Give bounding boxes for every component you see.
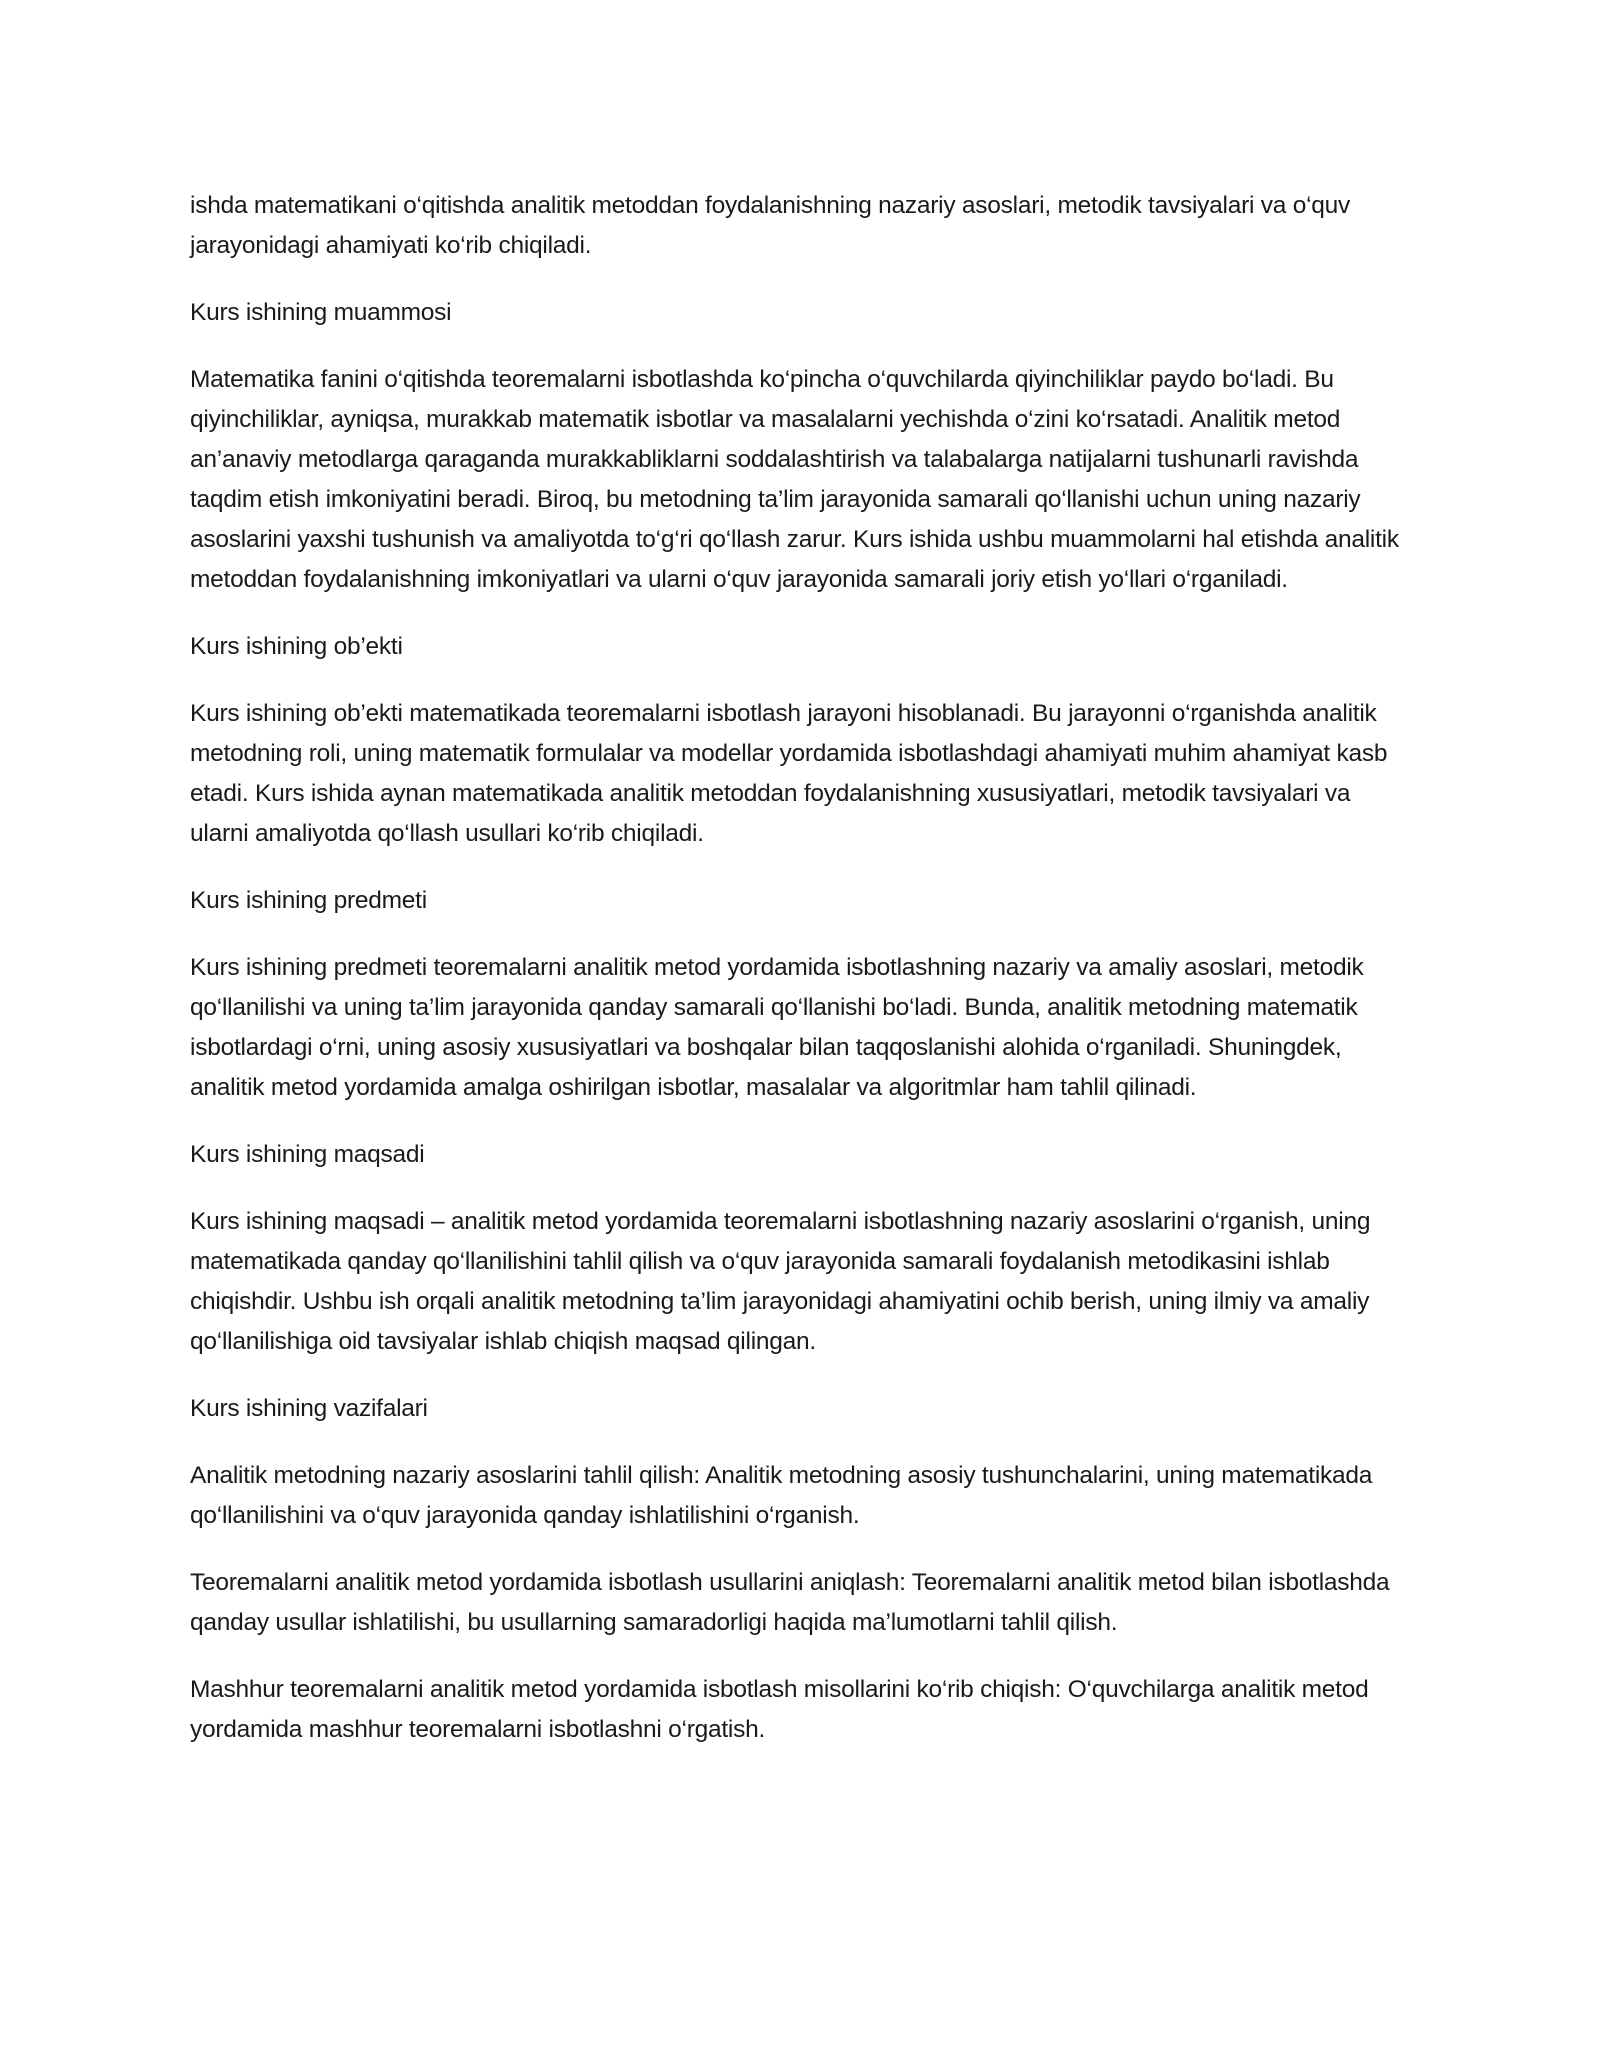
predmeti-paragraph: Kurs ishining predmeti teoremalarni analitik metod yordamida isbotlashning nazariy va amaliy asoslari, metodik qo‘llanilishi va uning ta’lim jarayonida qanday samarali qo‘llanishi bo‘ladi. Bunda, analitik metodning matematik isbotlardagi o‘rni, uning asosiy xususiyatlari va boshqalar bilan taqqoslanishi alohida o‘rganiladi. Shuningdek, analitik metod yordamida amalga oshirilgan isbotlar, masalalar va algoritmlar ham tahlil qilinadi. (190, 954, 1364, 1101)
heading-vazifalari: Kurs ishining vazifalari (190, 1395, 428, 1422)
muammosi-paragraph: Matematika fanini o‘qitishda teoremalarni isbotlashda ko‘pincha o‘quvchilarda qiyinchiliklar paydo bo‘ladi. Bu qiyinchiliklar, ayniqsa, murakkab matematik isbotlar va masalalarni yechishda o‘zini ko‘rsatadi. Analitik metod an’anaviy metodlarga qaraganda murakkabliklarni soddalashtirish va talabalarga natijalarni tushunarli ravishda taqdim etish imkoniyatini beradi. Biroq, bu metodning ta’lim jarayonida samarali qo‘llanishi uchun uning nazariy asoslarini yaxshi tushunish va amaliyotda to‘g‘ri qo‘llash zarur. Kurs ishida ushbu muammolarni hal etishda analitik metoddan foydalanishning imkoniyatlari va ularni o‘quv jarayonida samarali joriy etish yo‘llari o‘rganiladi. (190, 366, 1399, 593)
intro-paragraph: ishda matematikani o‘qitishda analitik metoddan foydalanishning nazariy asoslari, metodik tavsiyalari va o‘quv jarayonidagi ahamiyati ko‘rib chiqiladi. (190, 192, 1351, 259)
maqsadi-paragraph: Kurs ishining maqsadi – analitik metod yordamida teoremalarni isbotlashning nazariy asoslarini o‘rganish, uning matematikada qanday qo‘llanilishini tahlil qilish va o‘quv jarayonida samarali foydalanish metodikasini ishlab chiqishdir. Ushbu ish orqali analitik metodning ta’lim jarayonidagi ahamiyatini ochib berish, uning ilmiy va amaliy qo‘llanilishiga oid tavsiyalar ishlab chiqish maqsad qilingan. (190, 1208, 1371, 1355)
vazifa-paragraph-1: Analitik metodning nazariy asoslarini tahlil qilish: Analitik metodning asosiy tushunchalarini, uning matematikada qo‘llanilishini va o‘quv jarayonida qanday ishlatilishini o‘rganish. (190, 1462, 1373, 1529)
vazifa-paragraph-3: Mashhur teoremalarni analitik metod yordamida isbotlash misollarini ko‘rib chiqish: O‘quvchilarga analitik metod yordamida mashhur teoremalarni isbotlashni o‘rgatish. (190, 1676, 1369, 1743)
heading-obekti: Kurs ishining ob’ekti (190, 633, 403, 660)
heading-muammosi: Kurs ishining muammosi (190, 299, 452, 326)
vazifa-paragraph-2: Teoremalarni analitik metod yordamida isbotlash usullarini aniqlash: Teoremalarni analitik metod bilan isbotlashda qanday usullar ishlatilishi, bu usullarning samaradorligi haqida ma’lumotlarni tahlil qilish. (190, 1569, 1390, 1636)
heading-maqsadi: Kurs ishining maqsadi (190, 1141, 425, 1168)
obekti-paragraph: Kurs ishining ob’ekti matematikada teoremalarni isbotlash jarayoni hisoblanadi. Bu jarayonni o‘rganishda analitik metodning roli, uning matematik formulalar va modellar yordamida isbotlashdagi ahamiyati muhim ahamiyat kasb etadi. Kurs ishida aynan matematikada analitik metoddan foydalanishning xususiyatlari, metodik tavsiyalari va ularni amaliyotda qo‘llash usullari ko‘rib chiqiladi. (190, 700, 1388, 847)
heading-predmeti: Kurs ishining predmeti (190, 887, 427, 914)
